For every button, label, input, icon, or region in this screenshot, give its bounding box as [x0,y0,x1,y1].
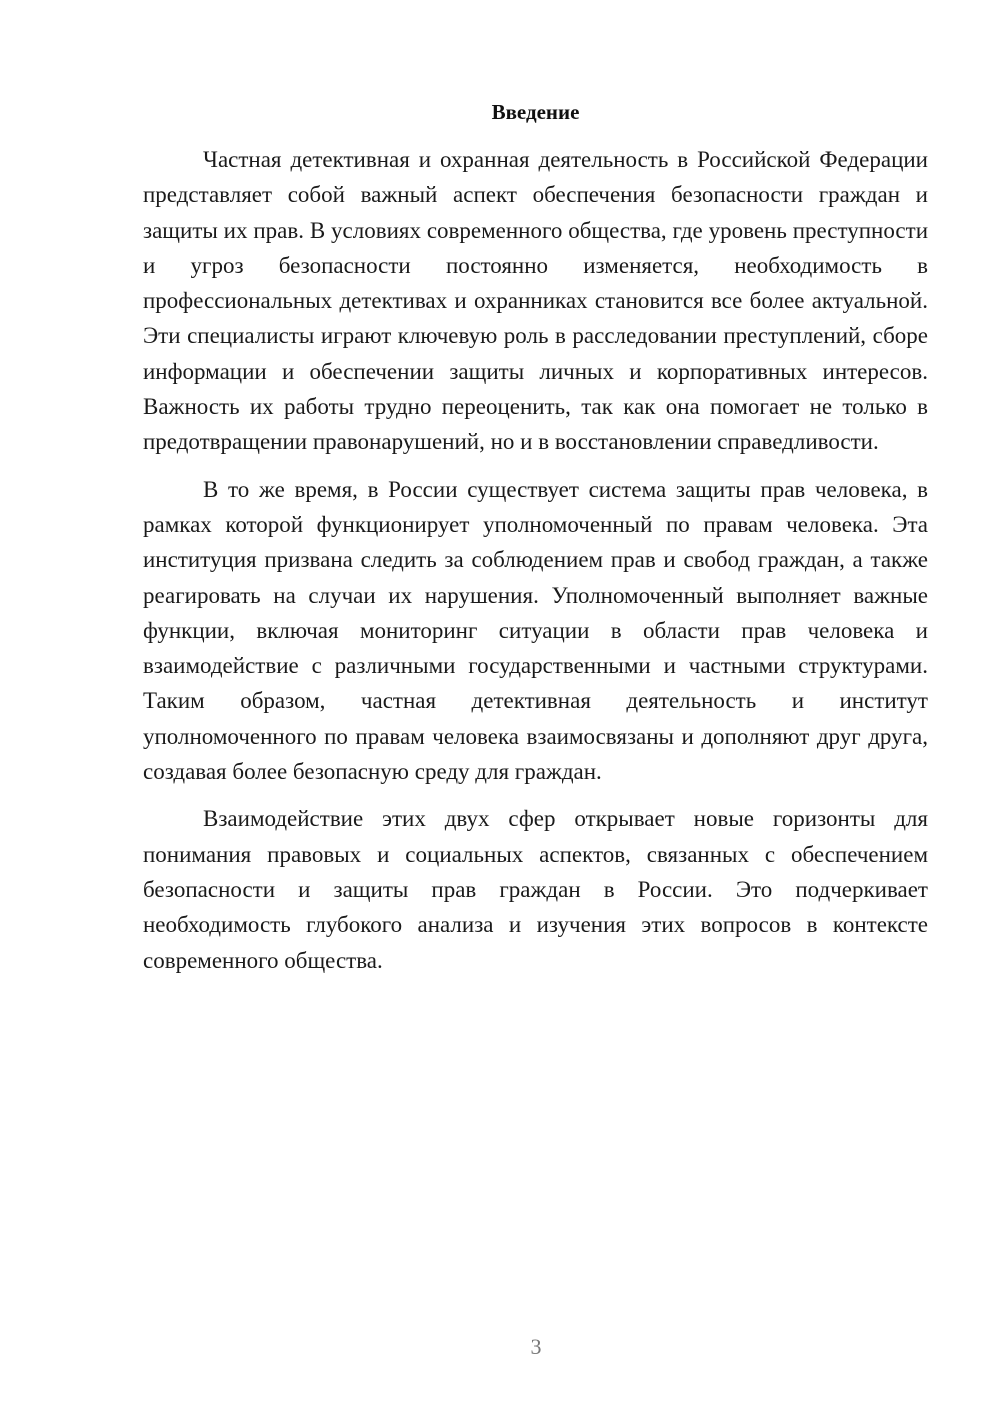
body-text [143,142,928,978]
paragraph-3: Взаимодействие этих двух сфер открывает новые горизонты для понимания правовых и социальных аспектов, связанных с обеспечением безопасности и защиты прав граждан в России. Это подчеркивает необходимость глубокого анализа и изучения этих вопросов в контексте современного общества. [143,806,928,973]
paragraph-1: Частная детективная и охранная деятельность в Российской Федерации представляет собой важный аспект обеспечения безопасности граждан и защиты их прав. В условиях современного общества, где уровень преступности и угроз безопасности постоянно изменяется, необходимость в профессиональных детективах и охранниках становится все более актуальной. Эти специалисты играют ключевую роль в расследовании преступлений, сборе информации и обеспечении защиты личных и корпоративных интересов. Важность их работы трудно переоценить, так как она помогает не только в предотвращении правонарушений, но и в восстановлении справедливости. [143,147,928,455]
page-number: 3 [530,1334,542,1359]
section-title: Введение [491,100,580,124]
paragraph-2: В то же время, в России существует система защиты прав человека, в рамках которой функционирует уполномоченный по правам человека. Эта институция призвана следить за соблюдением прав и свобод граждан, а также реагировать на случаи их нарушения. Уполномоченный выполняет важные функции, включая мониторинг ситуации в области прав человека и взаимодействие с различными государственными и частными структурами. Таким образом, частная детективная деятельность и институт уполномоченного по правам человека взаимосвязаны и дополняют друг друга, создавая более безопасную среду для граждан. [143,476,928,785]
